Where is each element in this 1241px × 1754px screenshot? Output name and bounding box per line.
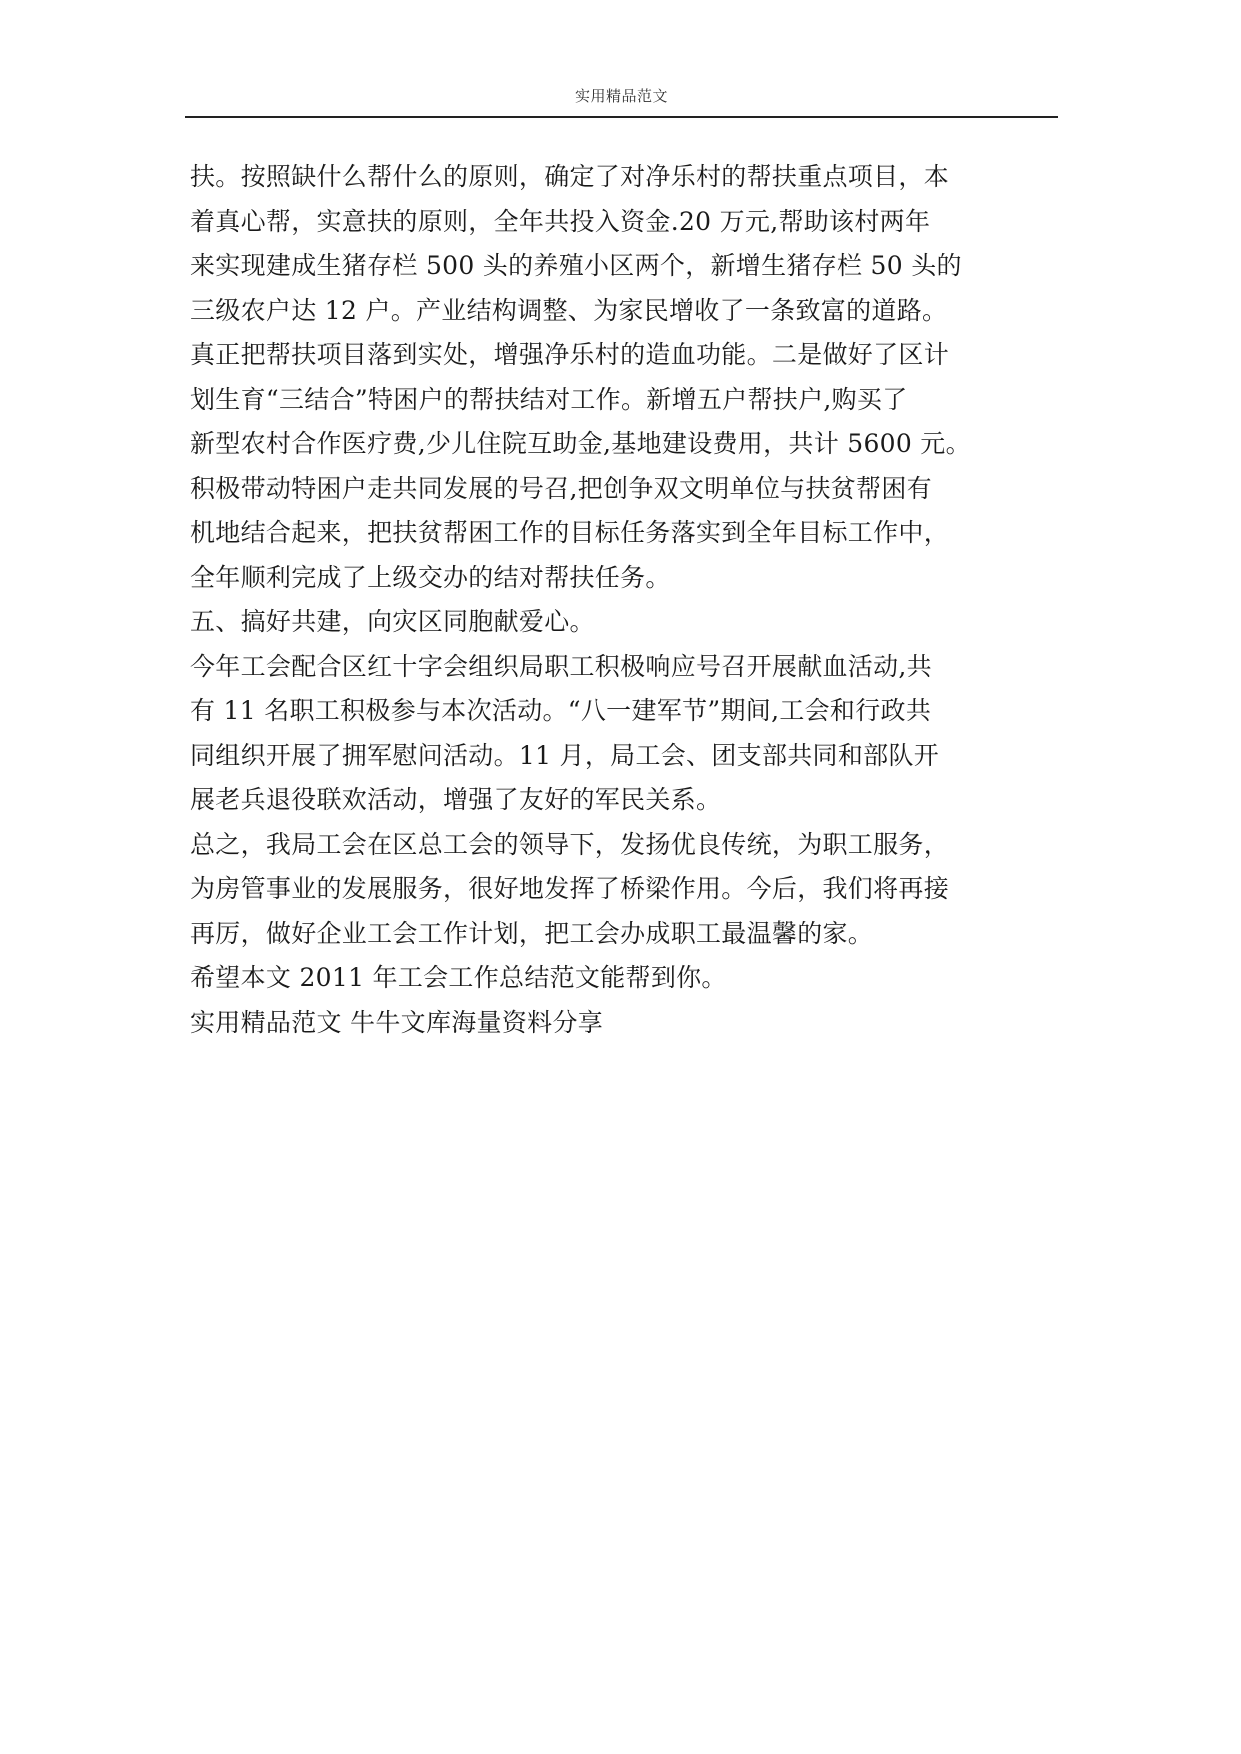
footer-line: 实用精品范文 牛牛文库海量资料分享	[190, 1007, 604, 1037]
body-line: 展老兵退役联欢活动，增强了友好的军民关系。	[190, 785, 722, 814]
document-body	[190, 155, 1070, 1045]
body-line: 着真心帮，实意扶的原则，全年共投入资金.20 万元,帮助该村两年	[190, 206, 931, 236]
body-line: 三级农户达 12 户。产业结构调整、为家民增收了一条致富的道路。	[190, 295, 948, 325]
closing-line: 希望本文 2011 年工会工作总结范文能帮到你。	[190, 963, 727, 992]
header-title: 实用精品范文	[574, 87, 668, 105]
body-line: 新型农村合作医疗费,少儿住院互助金,基地建设费用，共计 5600 元。	[190, 429, 971, 458]
body-line: 总之，我局工会在区总工会的领导下，发扬优良传统，为职工服务，	[190, 829, 950, 859]
body-line: 真正把帮扶项目落到实处，增强净乐村的造血功能。二是做好了区计	[190, 340, 950, 369]
body-line: 积极带动特困户走共同发展的号召,把创争双文明单位与扶贫帮困有	[190, 473, 932, 503]
body-line: 有 11 名职工积极参与本次活动。“八一建军节”期间,工会和行政共	[190, 696, 932, 725]
body-line: 来实现建成生猪存栏 500 头的养殖小区两个，新增生猪存栏 50 头的	[190, 251, 962, 280]
body-line: 划生育“三结合”特困户的帮扶结对工作。新增五户帮扶户,购买了	[190, 384, 908, 414]
body-line: 全年顺利完成了上级交办的结对帮扶任务。	[190, 562, 671, 592]
section-heading: 五、搞好共建，向灾区同胞献爱心。	[190, 607, 595, 636]
body-line: 为房管事业的发展服务，很好地发挥了桥梁作用。今后，我们将再接	[190, 874, 950, 903]
page-header	[185, 86, 1058, 118]
body-line: 再厉，做好企业工会工作计划，把工会办成职工最温馨的家。	[190, 918, 874, 948]
body-line: 扶。按照缺什么帮什么的原则，确定了对净乐村的帮扶重点项目，本	[190, 162, 950, 191]
body-line: 同组织开展了拥军慰问活动。11 月，局工会、团支部共同和部队开	[190, 740, 940, 770]
body-line: 机地结合起来，把扶贫帮困工作的目标任务落实到全年目标工作中，	[190, 518, 950, 547]
body-line: 今年工会配合区红十字会组织局职工积极响应号召开展献血活动,共	[190, 651, 932, 681]
